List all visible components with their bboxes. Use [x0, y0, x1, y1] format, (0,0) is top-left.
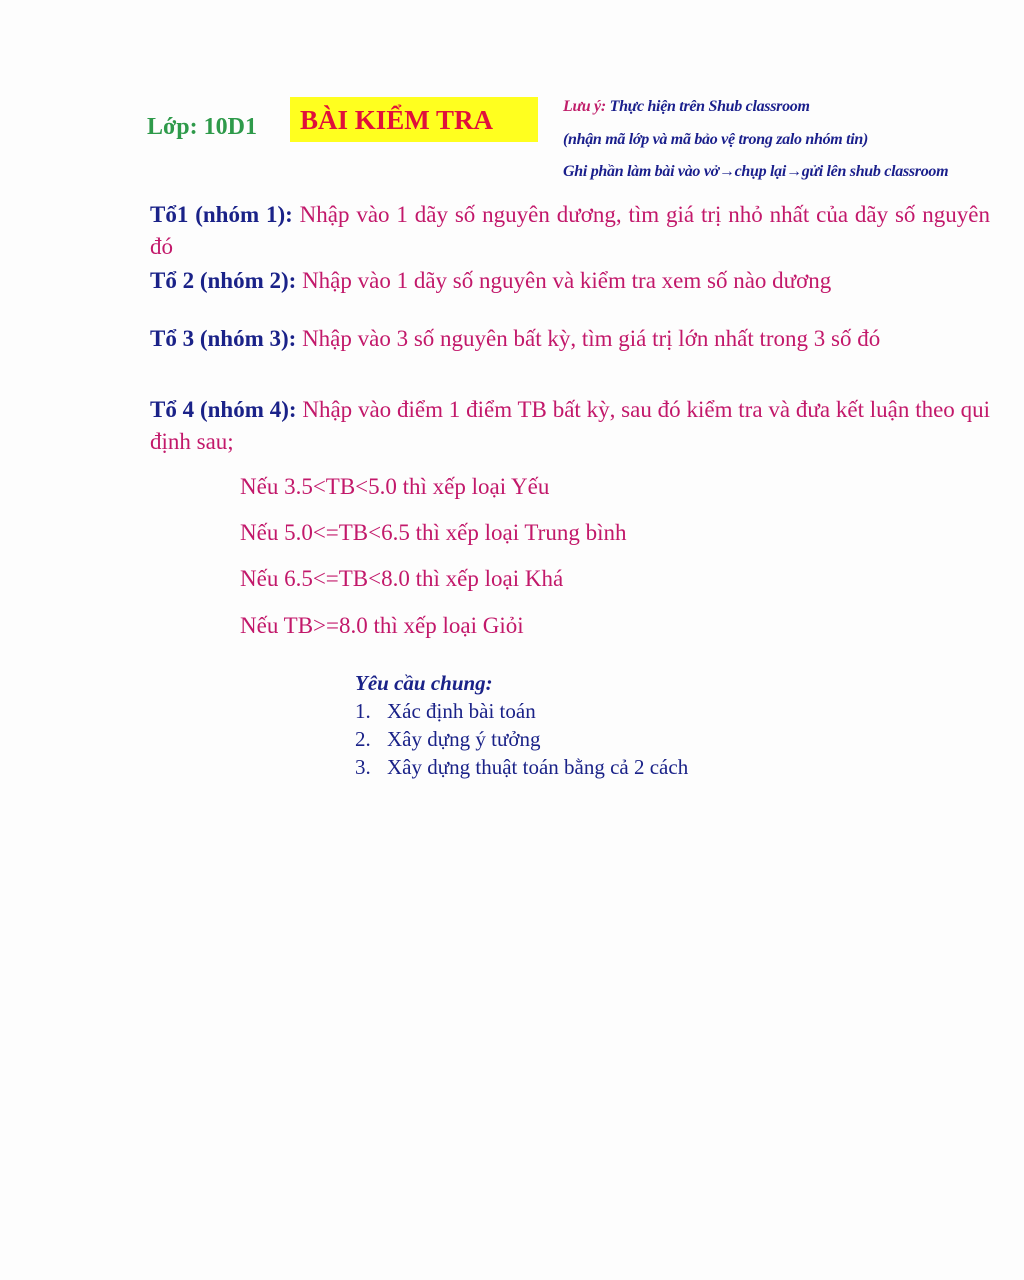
requirements-title: Yêu cầu chung: — [355, 671, 493, 695]
grading-rule-4: Nếu TB>=8.0 thì xếp loại Giỏi — [240, 613, 524, 638]
note-line-2: (nhận mã lớp và mã bảo vệ trong zalo nhóm tin) — [563, 131, 869, 148]
list-text: Xác định bài toán — [387, 699, 536, 723]
task-group-2 — [150, 265, 990, 297]
title-highlight-box — [290, 97, 538, 142]
note-text-1: Thực hiện trên Shub classroom — [605, 98, 810, 115]
requirement-item-1 — [355, 699, 536, 724]
task-heading: Tổ1 (nhóm 1): — [150, 202, 293, 227]
task-text: Nhập vào 3 số nguyên bất kỳ, tìm giá trị lớn nhất trong 3 số đó — [296, 326, 881, 351]
document-title: BÀI KIỂM TRA — [300, 105, 494, 135]
requirement-item-3 — [355, 755, 688, 780]
note-line-1 — [563, 98, 810, 116]
requirement-item-2 — [355, 727, 540, 752]
task-text: Nhập vào 1 dãy số nguyên dương, tìm giá trị nhỏ nhất của dãy số nguyên đó — [150, 202, 990, 259]
task-group-1 — [150, 199, 990, 263]
grading-rule-2: Nếu 5.0<=TB<6.5 thì xếp loại Trung bình — [240, 520, 627, 545]
task-heading: Tổ 4 (nhóm 4): — [150, 397, 297, 422]
class-label: Lớp: 10D1 — [147, 114, 257, 140]
note-line-3: Ghi phần làm bài vào vở→chụp lại→gửi lên shub classroom — [563, 163, 949, 180]
task-text: Nhập vào điểm 1 điểm TB bất kỳ, sau đó kiểm tra và đưa kết luận theo qui định sau; — [150, 397, 990, 454]
list-number: 1. — [355, 699, 371, 723]
task-heading: Tổ 2 (nhóm 2): — [150, 268, 297, 293]
note-label: Lưu ý: — [563, 98, 606, 115]
task-group-4 — [150, 394, 990, 458]
grading-rule-3: Nếu 6.5<=TB<8.0 thì xếp loại Khá — [240, 566, 564, 591]
list-number: 2. — [355, 727, 371, 751]
list-text: Xây dựng ý tưởng — [387, 727, 541, 751]
list-number: 3. — [355, 755, 371, 779]
grading-rule-1: Nếu 3.5<TB<5.0 thì xếp loại Yếu — [240, 474, 550, 499]
list-text: Xây dựng thuật toán bằng cả 2 cách — [387, 755, 689, 779]
task-group-3 — [150, 323, 990, 355]
task-heading: Tổ 3 (nhóm 3): — [150, 326, 297, 351]
task-text: Nhập vào 1 dãy số nguyên và kiểm tra xem số nào dương — [296, 268, 832, 293]
